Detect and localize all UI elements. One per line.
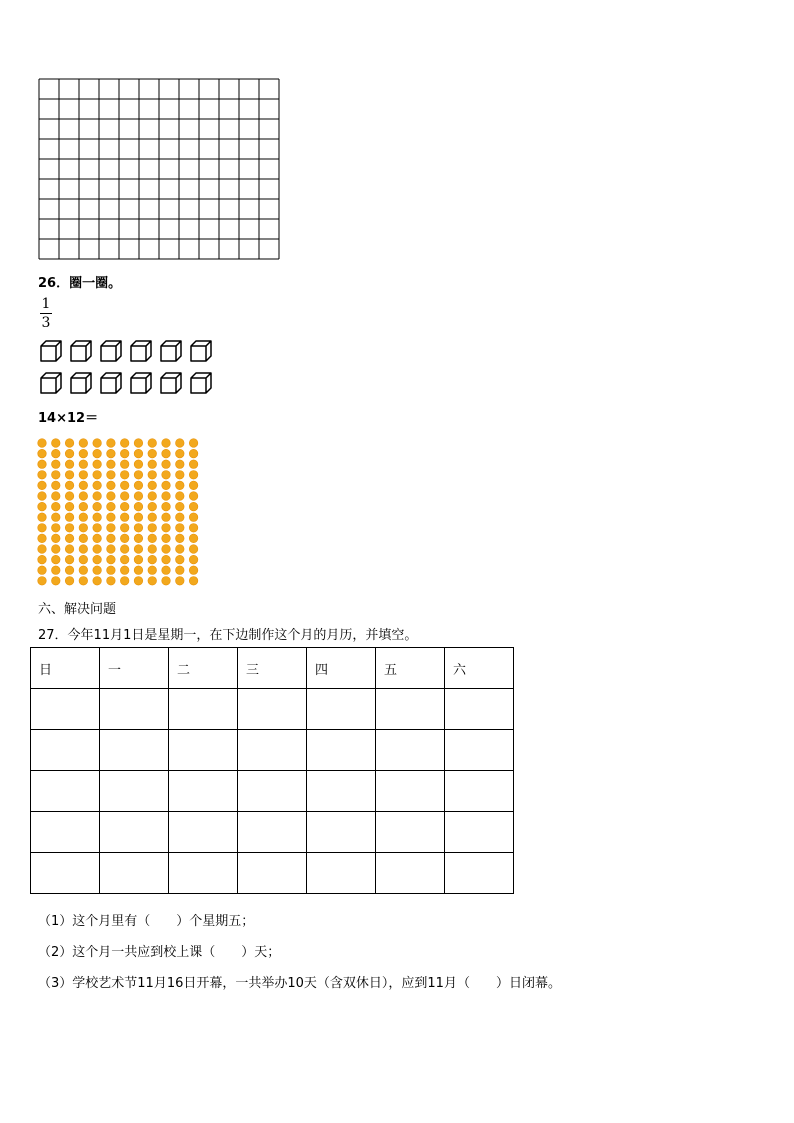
cube-icon[interactable] xyxy=(41,341,61,361)
dot[interactable] xyxy=(65,439,74,448)
dot[interactable] xyxy=(93,492,102,501)
calendar-cell[interactable] xyxy=(169,689,238,730)
calendar-cell[interactable] xyxy=(238,853,307,894)
dot[interactable] xyxy=(148,460,157,469)
dot[interactable] xyxy=(51,449,60,458)
dot[interactable] xyxy=(120,502,129,511)
dot[interactable] xyxy=(65,524,74,533)
dot[interactable] xyxy=(148,449,157,458)
dot[interactable] xyxy=(79,566,88,575)
dot[interactable] xyxy=(148,534,157,543)
calendar-cell[interactable] xyxy=(169,730,238,771)
dot[interactable] xyxy=(79,545,88,554)
dot[interactable] xyxy=(176,502,185,511)
dot[interactable] xyxy=(38,577,47,586)
dot[interactable] xyxy=(65,481,74,490)
cube-icon[interactable] xyxy=(71,341,91,361)
dot[interactable] xyxy=(162,566,171,575)
calendar-cell[interactable] xyxy=(307,689,376,730)
dot[interactable] xyxy=(38,534,47,543)
dot[interactable] xyxy=(120,460,129,469)
dot[interactable] xyxy=(134,524,143,533)
dot[interactable] xyxy=(38,471,47,480)
dot[interactable] xyxy=(107,577,116,586)
dot[interactable] xyxy=(189,566,198,575)
dot[interactable] xyxy=(134,555,143,564)
calendar-cell[interactable] xyxy=(169,812,238,853)
calendar-cell[interactable] xyxy=(376,689,445,730)
fraction-denominator: 3 xyxy=(41,315,51,331)
dot[interactable] xyxy=(93,524,102,533)
dot[interactable] xyxy=(134,577,143,586)
dot[interactable] xyxy=(38,524,47,533)
dot[interactable] xyxy=(107,566,116,575)
calendar-cell[interactable] xyxy=(238,812,307,853)
dot[interactable] xyxy=(79,492,88,501)
cube-icon[interactable] xyxy=(41,373,61,393)
dot[interactable] xyxy=(38,555,47,564)
dot-array xyxy=(36,437,212,589)
dot[interactable] xyxy=(93,471,102,480)
dot[interactable] xyxy=(51,439,60,448)
dot[interactable] xyxy=(79,460,88,469)
dot[interactable] xyxy=(148,492,157,501)
calendar-cell[interactable] xyxy=(31,689,100,730)
dot[interactable] xyxy=(79,524,88,533)
dot[interactable] xyxy=(65,513,74,522)
fraction-bar xyxy=(40,313,52,314)
section-6-title: 六、解决问题 xyxy=(38,602,117,617)
dot[interactable] xyxy=(38,513,47,522)
calendar-table xyxy=(30,647,514,894)
dot[interactable] xyxy=(120,534,129,543)
weekday-header: 日 xyxy=(31,648,100,689)
sub-question-3: （3）学校艺术节11月16日开幕，一共举办10天（含双休日），应到11月（ ）日闭幕。 xyxy=(38,976,561,991)
dot[interactable] xyxy=(162,524,171,533)
dot[interactable] xyxy=(148,481,157,490)
calendar-row xyxy=(31,689,514,730)
dot[interactable] xyxy=(38,460,47,469)
calendar-cell[interactable] xyxy=(31,812,100,853)
calendar-cell[interactable] xyxy=(100,771,169,812)
dot[interactable] xyxy=(51,566,60,575)
dot[interactable] xyxy=(51,577,60,586)
calendar-cell[interactable] xyxy=(376,853,445,894)
multiplication-prompt: 14×12＝ xyxy=(38,411,99,426)
dot[interactable] xyxy=(162,471,171,480)
dot[interactable] xyxy=(93,534,102,543)
cube-icon[interactable] xyxy=(191,373,211,393)
dot[interactable] xyxy=(107,439,116,448)
dot[interactable] xyxy=(120,449,129,458)
dot[interactable] xyxy=(107,524,116,533)
dot[interactable] xyxy=(93,460,102,469)
dot[interactable] xyxy=(189,502,198,511)
weekday-header: 五 xyxy=(376,648,445,689)
dot[interactable] xyxy=(79,439,88,448)
cube-icon[interactable] xyxy=(161,341,181,361)
dot[interactable] xyxy=(93,577,102,586)
dot[interactable] xyxy=(134,492,143,501)
calendar-cell[interactable] xyxy=(307,771,376,812)
dot[interactable] xyxy=(162,481,171,490)
dot[interactable] xyxy=(51,534,60,543)
dot[interactable] xyxy=(176,492,185,501)
calendar-cell[interactable] xyxy=(307,730,376,771)
calendar-cell[interactable] xyxy=(445,689,514,730)
dot[interactable] xyxy=(93,513,102,522)
dot[interactable] xyxy=(162,534,171,543)
dot[interactable] xyxy=(107,492,116,501)
dot[interactable] xyxy=(120,566,129,575)
dot[interactable] xyxy=(51,545,60,554)
calendar-cell[interactable] xyxy=(238,730,307,771)
calendar-cell[interactable] xyxy=(445,812,514,853)
dot[interactable] xyxy=(79,471,88,480)
dot[interactable] xyxy=(134,545,143,554)
dot[interactable] xyxy=(107,460,116,469)
calendar-cell[interactable] xyxy=(238,689,307,730)
dot[interactable] xyxy=(65,577,74,586)
dot[interactable] xyxy=(189,439,198,448)
calendar-cell[interactable] xyxy=(31,730,100,771)
dot[interactable] xyxy=(176,545,185,554)
dot[interactable] xyxy=(148,471,157,480)
dot[interactable] xyxy=(65,471,74,480)
dot[interactable] xyxy=(162,513,171,522)
dot[interactable] xyxy=(51,471,60,480)
dot[interactable] xyxy=(134,566,143,575)
dot[interactable] xyxy=(176,471,185,480)
dot[interactable] xyxy=(162,502,171,511)
calendar-header-row xyxy=(31,648,514,689)
dot[interactable] xyxy=(93,502,102,511)
dot[interactable] xyxy=(148,524,157,533)
dot[interactable] xyxy=(93,449,102,458)
dot[interactable] xyxy=(148,502,157,511)
calendar-row xyxy=(31,771,514,812)
fraction-one-third xyxy=(40,296,52,331)
dot[interactable] xyxy=(189,513,198,522)
sub-question-1: （1）这个月里有（ ）个星期五； xyxy=(38,914,255,929)
dot[interactable] xyxy=(162,577,171,586)
dot[interactable] xyxy=(120,545,129,554)
cube-icon[interactable] xyxy=(131,341,151,361)
dot[interactable] xyxy=(134,449,143,458)
dot[interactable] xyxy=(148,555,157,564)
dot[interactable] xyxy=(107,555,116,564)
dot[interactable] xyxy=(162,492,171,501)
dot[interactable] xyxy=(189,449,198,458)
dot[interactable] xyxy=(134,439,143,448)
dot[interactable] xyxy=(107,502,116,511)
dot[interactable] xyxy=(79,481,88,490)
weekday-header: 六 xyxy=(445,648,514,689)
dot[interactable] xyxy=(120,513,129,522)
dot[interactable] xyxy=(51,555,60,564)
dot[interactable] xyxy=(79,449,88,458)
dot[interactable] xyxy=(38,502,47,511)
calendar-cell[interactable] xyxy=(169,771,238,812)
dot[interactable] xyxy=(107,545,116,554)
cube-icon[interactable] xyxy=(161,373,181,393)
dot[interactable] xyxy=(148,513,157,522)
calendar-row xyxy=(31,853,514,894)
dot[interactable] xyxy=(51,502,60,511)
sub-question-2: （2）这个月一共应到校上课（ ）天； xyxy=(38,945,281,960)
dot[interactable] xyxy=(65,460,74,469)
question-26-title: 26．圈一圈。 xyxy=(38,276,122,291)
dot[interactable] xyxy=(65,502,74,511)
dot[interactable] xyxy=(107,481,116,490)
dot[interactable] xyxy=(176,524,185,533)
dot[interactable] xyxy=(65,449,74,458)
dot[interactable] xyxy=(38,492,47,501)
dot[interactable] xyxy=(93,555,102,564)
dot[interactable] xyxy=(148,577,157,586)
dot[interactable] xyxy=(120,439,129,448)
cube-icon[interactable] xyxy=(101,373,121,393)
calendar-row xyxy=(31,730,514,771)
dot[interactable] xyxy=(134,460,143,469)
dot[interactable] xyxy=(38,566,47,575)
dot[interactable] xyxy=(162,449,171,458)
dot[interactable] xyxy=(176,577,185,586)
fraction-numerator: 1 xyxy=(41,296,51,312)
dot[interactable] xyxy=(189,534,198,543)
dot[interactable] xyxy=(120,555,129,564)
calendar-cell[interactable] xyxy=(31,853,100,894)
dot[interactable] xyxy=(79,534,88,543)
dot[interactable] xyxy=(51,492,60,501)
dot[interactable] xyxy=(38,545,47,554)
dot[interactable] xyxy=(148,545,157,554)
dot[interactable] xyxy=(162,460,171,469)
dot[interactable] xyxy=(65,492,74,501)
question-27-title: 27．今年11月1日是星期一，在下边制作这个月的月历，并填空。 xyxy=(38,628,418,643)
dot[interactable] xyxy=(65,555,74,564)
calendar-row xyxy=(31,812,514,853)
dot[interactable] xyxy=(176,513,185,522)
dot[interactable] xyxy=(176,566,185,575)
dot[interactable] xyxy=(51,524,60,533)
cubes-group xyxy=(38,338,228,398)
calendar-cell[interactable] xyxy=(445,853,514,894)
dot[interactable] xyxy=(93,566,102,575)
dot[interactable] xyxy=(120,492,129,501)
grid-paper xyxy=(38,78,280,260)
dot[interactable] xyxy=(120,524,129,533)
dot[interactable] xyxy=(148,566,157,575)
dot[interactable] xyxy=(107,534,116,543)
calendar-cell[interactable] xyxy=(376,812,445,853)
dot[interactable] xyxy=(189,471,198,480)
dot[interactable] xyxy=(51,481,60,490)
dot[interactable] xyxy=(65,566,74,575)
dot[interactable] xyxy=(189,577,198,586)
dot[interactable] xyxy=(107,513,116,522)
dot[interactable] xyxy=(51,513,60,522)
dot[interactable] xyxy=(93,439,102,448)
calendar-cell[interactable] xyxy=(307,812,376,853)
calendar-cell[interactable] xyxy=(100,853,169,894)
dot[interactable] xyxy=(162,555,171,564)
calendar-cell[interactable] xyxy=(169,853,238,894)
dot[interactable] xyxy=(176,460,185,469)
dot[interactable] xyxy=(176,449,185,458)
dot[interactable] xyxy=(65,534,74,543)
dot[interactable] xyxy=(107,471,116,480)
dot[interactable] xyxy=(189,555,198,564)
dot[interactable] xyxy=(162,439,171,448)
weekday-header: 一 xyxy=(100,648,169,689)
dot[interactable] xyxy=(189,545,198,554)
dot[interactable] xyxy=(134,513,143,522)
dot[interactable] xyxy=(65,545,74,554)
calendar-cell[interactable] xyxy=(376,771,445,812)
calendar-cell[interactable] xyxy=(100,730,169,771)
dot[interactable] xyxy=(162,545,171,554)
dot[interactable] xyxy=(189,481,198,490)
weekday-header: 二 xyxy=(169,648,238,689)
weekday-header: 三 xyxy=(238,648,307,689)
dot[interactable] xyxy=(79,513,88,522)
dot[interactable] xyxy=(93,481,102,490)
dot[interactable] xyxy=(189,524,198,533)
dot[interactable] xyxy=(120,577,129,586)
cube-icon[interactable] xyxy=(131,373,151,393)
cube-icon[interactable] xyxy=(71,373,91,393)
dot[interactable] xyxy=(38,449,47,458)
calendar-cell[interactable] xyxy=(445,771,514,812)
dot[interactable] xyxy=(51,460,60,469)
dot[interactable] xyxy=(176,534,185,543)
dot[interactable] xyxy=(107,449,116,458)
calendar-cell[interactable] xyxy=(376,730,445,771)
dot[interactable] xyxy=(134,534,143,543)
dot[interactable] xyxy=(79,577,88,586)
cube-icon[interactable] xyxy=(191,341,211,361)
calendar-cell[interactable] xyxy=(307,853,376,894)
dot[interactable] xyxy=(79,502,88,511)
dot[interactable] xyxy=(134,471,143,480)
dot[interactable] xyxy=(148,439,157,448)
calendar-cell[interactable] xyxy=(31,771,100,812)
dot[interactable] xyxy=(38,481,47,490)
dot[interactable] xyxy=(120,471,129,480)
dot[interactable] xyxy=(134,481,143,490)
calendar-cell[interactable] xyxy=(100,812,169,853)
calendar-cell[interactable] xyxy=(445,730,514,771)
dot[interactable] xyxy=(189,460,198,469)
weekday-header: 四 xyxy=(307,648,376,689)
dot[interactable] xyxy=(93,545,102,554)
dot[interactable] xyxy=(189,492,198,501)
dot[interactable] xyxy=(134,502,143,511)
dot[interactable] xyxy=(38,439,47,448)
dot[interactable] xyxy=(120,481,129,490)
dot[interactable] xyxy=(176,439,185,448)
dot[interactable] xyxy=(176,481,185,490)
cube-icon[interactable] xyxy=(101,341,121,361)
dot[interactable] xyxy=(176,555,185,564)
dot[interactable] xyxy=(79,555,88,564)
calendar-cell[interactable] xyxy=(100,689,169,730)
calendar-cell[interactable] xyxy=(238,771,307,812)
